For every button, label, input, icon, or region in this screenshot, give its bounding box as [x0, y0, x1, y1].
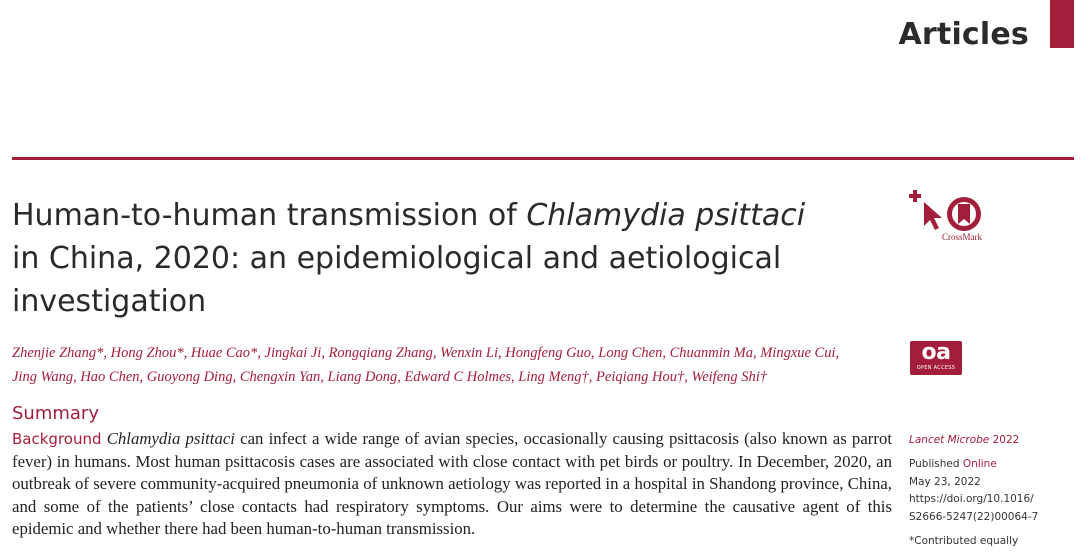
background-text: can infect a wide range of avian species, occasionally causing psittacosis (also known as parrot fever) in humans. Most human psittacosis cases are associated with close contact with pet birds or poultry. In December, 2020, an outbreak of severe community-acquired pneumonia of unknown aetiology was reported in a hospital in Shandong province, China, and some of the patients’ close contacts had respiratory symptoms. Our aims were to determine the causative agent of this epidemic and whether there had been human-to-human transmission. [12, 429, 892, 539]
journal-citation [909, 432, 1079, 449]
section-label: Articles [898, 17, 1029, 52]
article-info-sidebar [909, 432, 1079, 550]
article-title [12, 194, 892, 323]
published-line [909, 456, 1079, 473]
summary-heading: Summary [12, 403, 99, 424]
doi-link-line-2[interactable]: S2666-5247(22)00064-7 [909, 510, 1039, 523]
title-line3: investigation [12, 284, 207, 319]
doi-link-line-1[interactable]: https://doi.org/10.1016/ [909, 493, 1034, 506]
author-list [12, 341, 892, 389]
journal-name: Lancet Microbe [909, 434, 990, 446]
author-line-1: Zhenjie Zhang*, Hong Zhou*, Huae Cao*, Jingkai Ji, Rongqiang Zhang, Wenxin Li, Hongfeng Guo, Long Chen, Chuanmin Ma, Mingxue Cui, [12, 345, 840, 361]
title-species: Chlamydia psittaci [526, 198, 806, 233]
background-lead-species: Chlamydia psittaci [106, 429, 235, 448]
title-line2: in China, 2020: an epidemiological and aetiological [12, 241, 782, 276]
crossmark-label[interactable]: CrossMark [942, 232, 982, 242]
section-tab-marker [1050, 0, 1074, 48]
published-prefix: Published [909, 458, 960, 471]
open-access-badge-sub: OPEN ACCESS [916, 365, 956, 371]
title-part1: Human-to-human transmission of [12, 198, 527, 233]
header-rule [12, 157, 1074, 160]
open-access-badge-main: oa [921, 340, 951, 365]
journal-year: 2022 [992, 434, 1020, 446]
contributed-equally-note: *Contributed equally [909, 535, 1019, 548]
open-access-badge [910, 341, 962, 375]
publication-date: May 23, 2022 [909, 475, 981, 488]
author-line-2: Jing Wang, Hao Chen, Guoyong Ding, Chengxin Yan, Liang Dong, Edward C Holmes, Ling Meng†, Peiqiang Hou†, Weifeng Shi† [12, 369, 768, 385]
background-label: Background [12, 430, 102, 448]
summary-background-paragraph [12, 428, 892, 541]
published-status: Online [962, 458, 997, 471]
